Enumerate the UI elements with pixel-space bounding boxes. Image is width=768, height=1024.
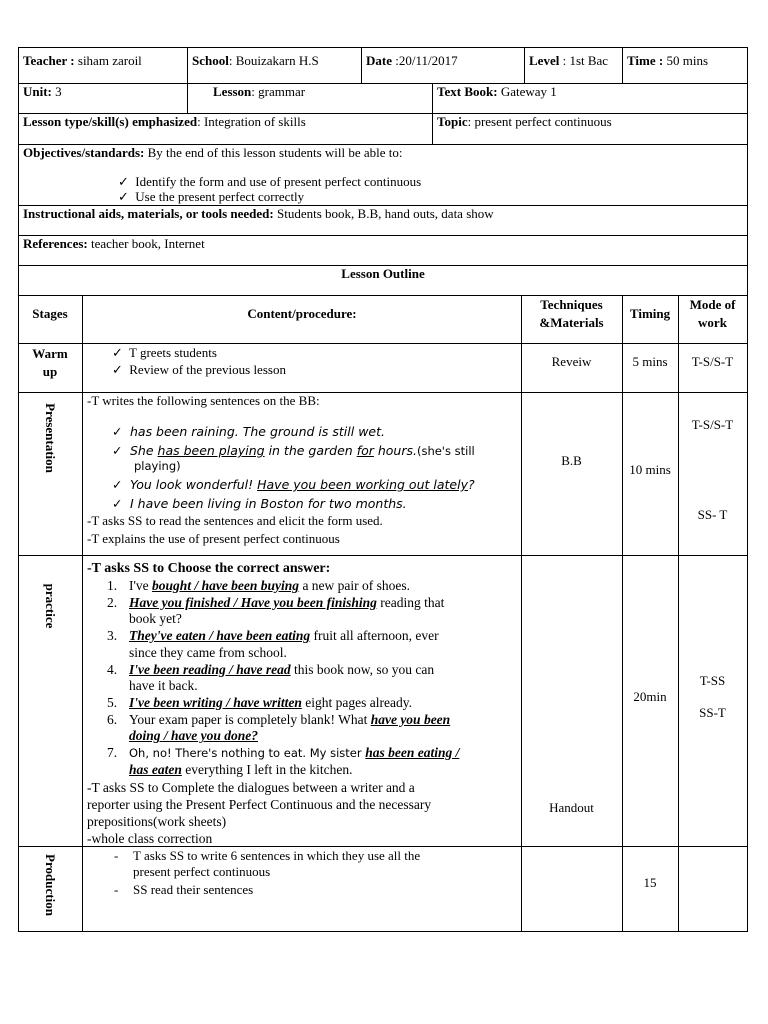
school-field: School: Bouizakarn H.S (192, 53, 319, 68)
objectives-field: Objectives/standards: By the end of this lesson students will be able to: (23, 145, 403, 160)
textbook-field: Text Book: Gateway 1 (437, 84, 557, 99)
column-header-mode: Mode of work (689, 297, 736, 330)
presentation-mode: T-S/S-T (691, 417, 734, 432)
example-sentence: ✓ I have been living in Boston for two months. (112, 496, 407, 511)
date-field: Date :20/11/2017 (366, 53, 458, 68)
warmup-technique: Reveiw (551, 354, 592, 369)
example-sentence-continued: playing) (134, 459, 181, 473)
practice-question: 3. They've eaten / have been eating fruit all afternoon, ever since they came from school. (107, 628, 439, 660)
column-header-content: Content/procedure: (247, 306, 357, 321)
column-header-techniques: Techniques &Materials (539, 297, 604, 330)
checkmark-icon: ✓ (112, 362, 123, 377)
practice-question: 6. Your exam paper is completely blank! What have you been doing / have you done? (107, 711, 451, 744)
practice-step: -T asks SS to Complete the dialogues between a writer and a (87, 780, 415, 795)
presentation-step: -T explains the use of present perfect continuous (87, 531, 340, 546)
objective-item: ✓ Use the present perfect correctly (118, 189, 305, 204)
practice-mode: SS-T (699, 705, 726, 720)
practice-question: 4. I've been reading / have read this book now, so you can have it back. (107, 661, 435, 694)
lesson-outline-title: Lesson Outline (341, 266, 425, 281)
presentation-timing: 10 mins (629, 462, 671, 477)
warmup-item: ✓ Review of the previous lesson (112, 362, 286, 377)
warmup-item: ✓ T greets students (112, 345, 217, 360)
production-timing: 15 (643, 875, 657, 890)
stage-production: Production (43, 854, 58, 916)
checkmark-icon: ✓ (118, 174, 129, 189)
practice-timing: 20min (633, 689, 667, 704)
references-field: References: teacher book, Internet (23, 236, 205, 251)
practice-question: 5. I've been writing / have written eight pages already. (107, 694, 412, 710)
topic-field: Topic: present perfect continuous (437, 114, 612, 129)
practice-step: reporter using the Present Perfect Continuous and the necessary (87, 797, 432, 812)
practice-technique: Handout (549, 800, 594, 815)
checkmark-icon: ✓ (112, 496, 123, 511)
presentation-mode: SS- T (697, 507, 728, 522)
unit-field: Unit: 3 (23, 84, 62, 99)
checkmark-icon: ✓ (112, 345, 123, 360)
stage-practice: practice (43, 583, 58, 629)
presentation-intro: -T writes the following sentences on the BB: (87, 393, 320, 408)
stage-presentation: Presentation (43, 403, 58, 473)
example-sentence: ✓ has been raining. The ground is still wet. (112, 424, 385, 439)
stage-warm-up: Warm up (32, 346, 68, 379)
production-step: - T asks SS to write 6 sentences in which they use all the (114, 848, 421, 863)
example-sentence: ✓ She has been playing in the garden for hours.(she's still (112, 443, 475, 458)
practice-question: 7. Oh, no! There's nothing to eat. My sister has been eating / has eaten everything I left in the kitchen. (107, 745, 460, 777)
presentation-technique: B.B (561, 453, 582, 468)
level-field: Level : 1st Bac (529, 53, 609, 68)
example-sentence: ✓ You look wonderful! Have you been working out lately? (112, 477, 475, 492)
production-step-continued: present perfect continuous (133, 864, 271, 879)
teacher-field: Teacher : siham zaroil (23, 53, 142, 68)
checkmark-icon: ✓ (112, 477, 123, 492)
objective-item: ✓ Identify the form and use of present perfect continuous (118, 174, 422, 189)
warmup-timing: 5 mins (632, 354, 668, 369)
practice-question-list (107, 578, 517, 778)
lesson-field: Lesson: grammar (213, 84, 306, 99)
checkmark-icon: ✓ (112, 424, 123, 439)
production-step: - SS read their sentences (114, 882, 254, 897)
practice-question: 2. Have you finished / Have you been finishing reading that book yet? (107, 594, 445, 627)
column-header-timing: Timing (629, 306, 671, 321)
practice-mode: T-SS (699, 673, 726, 688)
checkmark-icon: ✓ (118, 189, 129, 204)
time-field: Time : 50 mins (627, 53, 709, 68)
practice-step: -whole class correction (87, 831, 213, 846)
presentation-step: -T asks SS to read the sentences and elicit the form used. (87, 513, 383, 528)
lesson-type-field: Lesson type/skill(s) emphasized: Integration of skills (23, 114, 306, 129)
practice-step: prepositions(work sheets) (87, 814, 227, 829)
checkmark-icon: ✓ (112, 443, 123, 458)
aids-field: Instructional aids, materials, or tools needed: Students book, B.B, hand outs, data show (23, 206, 494, 221)
practice-title: -T asks SS to Choose the correct answer: (87, 561, 331, 576)
warmup-mode: T-S/S-T (691, 354, 734, 369)
practice-question: 1. I've bought / have been buying a new pair of shoes. (107, 578, 411, 593)
column-header-stages: Stages (32, 306, 68, 321)
